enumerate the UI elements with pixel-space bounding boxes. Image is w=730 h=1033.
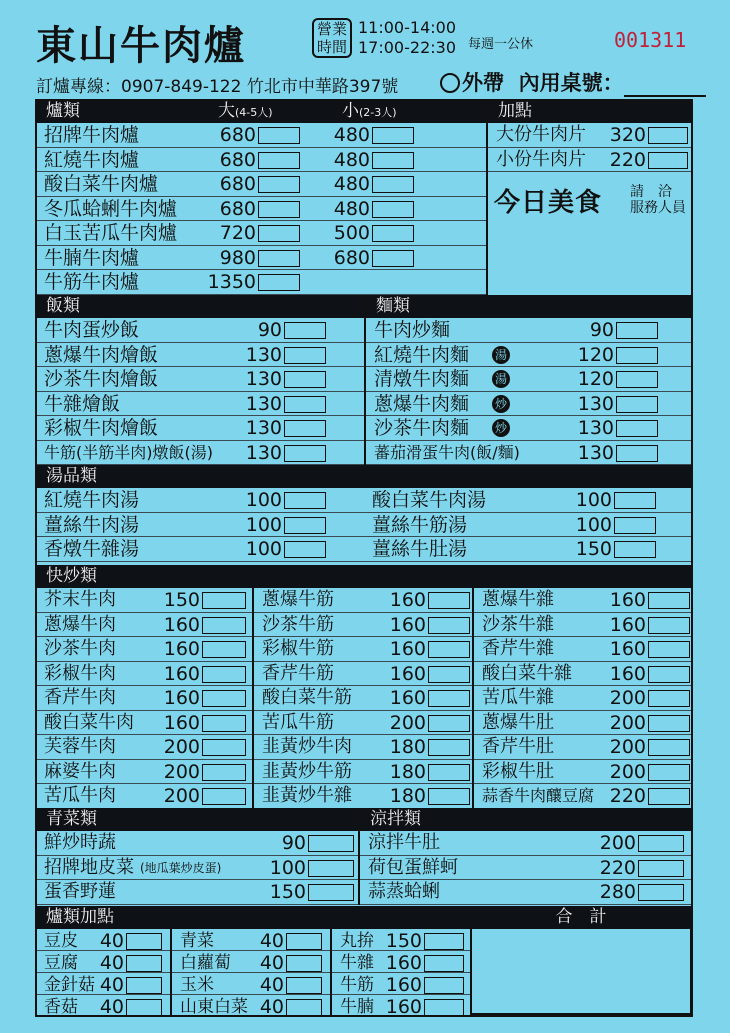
item-price: 130 bbox=[245, 392, 282, 415]
item-price: 680 bbox=[219, 197, 256, 220]
item-price: 100 bbox=[575, 489, 612, 511]
item-name: 牛筋牛肉爐 bbox=[44, 271, 140, 293]
item-price: 720 bbox=[219, 222, 256, 244]
item-price: 200 bbox=[389, 711, 426, 734]
addon-header: 加點 bbox=[488, 100, 692, 123]
item-name: 沙茶牛肉 bbox=[44, 638, 116, 659]
item-name: 香芹牛筋 bbox=[262, 662, 334, 684]
item-price: 500 bbox=[333, 222, 370, 244]
item-name: 大份牛肉片 bbox=[496, 124, 586, 145]
menu-frame bbox=[35, 99, 693, 1017]
item-price: 200 bbox=[609, 736, 646, 758]
item-price: 480 bbox=[333, 197, 370, 220]
item-price: 160 bbox=[609, 589, 646, 611]
item-name: 酸白菜牛雜 bbox=[482, 662, 572, 684]
item-price: 130 bbox=[245, 343, 282, 366]
item-name: 薑絲牛筋湯 bbox=[372, 513, 468, 536]
item-name: 牛肉炒麵 bbox=[374, 319, 451, 341]
rice-header: 飯類 bbox=[36, 295, 364, 318]
item-name: 苦瓜牛筋 bbox=[262, 711, 334, 733]
item-name: 韭黃炒牛肉 bbox=[262, 736, 352, 757]
item-tag: 湯 bbox=[492, 370, 510, 388]
item-name: 蔥爆牛筋 bbox=[262, 589, 334, 610]
item-name: 芥末牛肉 bbox=[44, 589, 116, 610]
item-tag: 湯 bbox=[492, 346, 510, 364]
item-name: 蒜香牛肉釀豆腐 bbox=[482, 786, 595, 805]
item-price: 160 bbox=[163, 711, 200, 734]
item-price: 180 bbox=[389, 736, 426, 758]
restaurant-title: 東山牛肉爐 bbox=[36, 23, 246, 69]
item-name: 苦瓜牛雜 bbox=[482, 687, 554, 708]
item-name: 牛雜 bbox=[340, 953, 374, 973]
item-name: 薑絲牛肉湯 bbox=[44, 513, 140, 536]
item-name: 蔥爆牛肉麵 bbox=[374, 392, 470, 415]
item-price: 150 bbox=[163, 589, 200, 611]
item-name: 沙茶牛筋 bbox=[262, 613, 334, 635]
item-name: 紅燒牛肉爐 bbox=[44, 148, 140, 171]
item-price: 160 bbox=[389, 613, 426, 636]
item-price: 90 bbox=[257, 319, 282, 341]
item-price: 160 bbox=[389, 638, 426, 660]
item-name: 牛腩 bbox=[340, 997, 374, 1017]
order-type: 外帶 內用桌號： bbox=[440, 67, 706, 97]
total-header: 合 計 bbox=[470, 906, 692, 929]
item-price: 90 bbox=[281, 832, 306, 854]
stirfry-header: 快炒類 bbox=[36, 565, 692, 588]
business-hours: 11:00-14:00 17:00-22:30 bbox=[358, 18, 456, 57]
item-name: 沙茶牛肉麵 bbox=[374, 417, 470, 439]
item-price: 40 bbox=[259, 952, 284, 974]
item-price: 40 bbox=[259, 930, 284, 952]
item-price: 130 bbox=[245, 417, 282, 439]
cold-header: 涼拌類 bbox=[360, 808, 692, 831]
closed-day: 每週一公休 bbox=[468, 37, 534, 52]
item-price: 1350 bbox=[207, 271, 256, 293]
item-price: 40 bbox=[99, 974, 124, 996]
item-name: 小份牛肉片 bbox=[496, 148, 586, 170]
item-price: 160 bbox=[389, 589, 426, 611]
item-name: 酸白菜牛肉爐 bbox=[44, 173, 159, 195]
item-price: 160 bbox=[385, 974, 422, 996]
item-name: 酸白菜牛肉 bbox=[44, 711, 134, 733]
item-price: 220 bbox=[599, 856, 636, 879]
item-name: 蔥爆牛雜 bbox=[482, 589, 554, 610]
item-price: 150 bbox=[385, 930, 422, 952]
item-price: 200 bbox=[163, 736, 200, 758]
item-price: 680 bbox=[219, 148, 256, 171]
item-name: 彩椒牛肉燴飯 bbox=[44, 417, 159, 439]
item-price: 100 bbox=[245, 513, 282, 536]
item-price: 100 bbox=[269, 856, 306, 879]
item-name: 玉米 bbox=[180, 975, 214, 995]
item-price: 680 bbox=[219, 124, 256, 146]
item-name: 彩椒牛筋 bbox=[262, 638, 334, 659]
item-name: 冬瓜蛤蜊牛肉爐 bbox=[44, 197, 178, 220]
item-name: 蔥爆牛肚 bbox=[482, 711, 554, 733]
item-name: 涼拌牛肚 bbox=[368, 832, 440, 853]
item-name: 蔥爆牛肉燴飯 bbox=[44, 343, 159, 366]
item-name: 酸白菜牛肉湯 bbox=[372, 489, 487, 511]
item-price: 220 bbox=[609, 148, 646, 171]
item-tag: 炒 bbox=[492, 395, 510, 413]
item-price: 200 bbox=[163, 785, 200, 807]
item-name: 蔥爆牛肉 bbox=[44, 613, 116, 635]
item-price: 160 bbox=[163, 662, 200, 685]
item-price: 40 bbox=[99, 996, 124, 1018]
item-price: 480 bbox=[333, 124, 370, 146]
item-price: 320 bbox=[609, 124, 646, 146]
item-price: 160 bbox=[385, 952, 422, 974]
item-price: 160 bbox=[163, 687, 200, 709]
item-price: 180 bbox=[389, 760, 426, 783]
item-name: 彩椒牛肉 bbox=[44, 662, 116, 684]
noodle-header: 麵類 bbox=[366, 295, 692, 318]
item-name: 蒜蒸蛤蜊 bbox=[368, 881, 440, 902]
item-price: 160 bbox=[389, 687, 426, 709]
item-price: 120 bbox=[577, 368, 614, 390]
item-name: 豆腐 bbox=[44, 953, 78, 973]
item-name: 苦瓜牛肉 bbox=[44, 785, 116, 806]
item-name: 彩椒牛肚 bbox=[482, 760, 554, 782]
item-name: 荷包蛋鮮蚵 bbox=[368, 856, 458, 878]
item-price: 100 bbox=[245, 489, 282, 511]
item-price: 220 bbox=[609, 785, 646, 807]
item-note: (地瓜葉炒皮蛋) bbox=[140, 860, 222, 875]
item-name: 丸拚 bbox=[340, 931, 374, 951]
item-price: 980 bbox=[219, 246, 256, 269]
item-name: 韭黃炒牛筋 bbox=[262, 760, 352, 782]
item-price: 130 bbox=[245, 441, 282, 464]
item-price: 160 bbox=[389, 662, 426, 685]
item-name: 白蘿蔔 bbox=[180, 953, 231, 973]
item-price: 40 bbox=[259, 996, 284, 1018]
item-name: 香芹牛肚 bbox=[482, 736, 554, 757]
item-name: 招牌牛肉爐 bbox=[44, 124, 140, 146]
item-price: 130 bbox=[577, 441, 614, 464]
item-price: 130 bbox=[245, 368, 282, 390]
table-number-field[interactable] bbox=[624, 77, 706, 97]
header bbox=[0, 0, 730, 100]
item-price: 100 bbox=[575, 513, 612, 536]
serial-number: 001311 bbox=[614, 28, 687, 52]
item-name: 沙茶牛肉燴飯 bbox=[44, 368, 159, 390]
soup-header: 湯品類 bbox=[36, 465, 692, 488]
item-name: 招牌地皮菜 bbox=[44, 856, 134, 878]
item-price: 120 bbox=[577, 343, 614, 366]
item-name: 香菇 bbox=[44, 997, 78, 1017]
item-name: 麻婆牛肉 bbox=[44, 760, 116, 782]
item-name: 紅燒牛肉湯 bbox=[44, 489, 140, 511]
item-price: 150 bbox=[575, 538, 612, 560]
item-price: 160 bbox=[609, 662, 646, 685]
item-name: 牛筋 bbox=[340, 975, 374, 995]
item-name: 蛋香野蓮 bbox=[44, 881, 116, 902]
item-name: 香燉牛雜湯 bbox=[44, 538, 140, 560]
item-name: 香芹牛肉 bbox=[44, 687, 116, 708]
item-price: 150 bbox=[269, 881, 306, 903]
item-price: 480 bbox=[333, 148, 370, 171]
item-name: 山東白菜 bbox=[180, 997, 248, 1017]
hours-label: 營業時間 bbox=[312, 18, 352, 58]
item-name: 清燉牛肉麵 bbox=[374, 368, 470, 390]
item-price: 160 bbox=[609, 638, 646, 660]
today-special: 今日美食 bbox=[494, 188, 603, 218]
item-name: 薑絲牛肚湯 bbox=[372, 538, 468, 560]
item-price: 200 bbox=[609, 711, 646, 734]
item-name: 牛肉蛋炒飯 bbox=[44, 319, 140, 341]
veg-header: 青菜類 bbox=[36, 808, 358, 831]
item-name: 牛筋(半筋半肉)燉飯(湯) bbox=[44, 442, 213, 462]
item-tag: 炒 bbox=[492, 419, 510, 437]
item-name: 白玉苦瓜牛肉爐 bbox=[44, 222, 178, 244]
phone-address: 訂爐專線：0907-849-122 竹北市中華路397號 bbox=[36, 77, 399, 97]
item-name: 紅燒牛肉麵 bbox=[374, 343, 470, 366]
potadd-header: 爐類加點 bbox=[36, 906, 470, 929]
item-name: 金針菇 bbox=[44, 975, 95, 995]
item-price: 680 bbox=[333, 246, 370, 269]
takeout-checkbox[interactable] bbox=[440, 73, 460, 93]
item-price: 200 bbox=[609, 687, 646, 709]
item-price: 130 bbox=[577, 392, 614, 415]
item-name: 芙蓉牛肉 bbox=[44, 736, 116, 757]
item-price: 160 bbox=[163, 638, 200, 660]
item-price: 180 bbox=[389, 785, 426, 807]
item-price: 130 bbox=[577, 417, 614, 439]
item-name: 香芹牛雜 bbox=[482, 638, 554, 659]
item-name: 蕃茄滑蛋牛肉(飯/麵) bbox=[374, 442, 520, 462]
item-name: 鮮炒時蔬 bbox=[44, 832, 116, 853]
item-price: 160 bbox=[163, 613, 200, 636]
item-price: 90 bbox=[589, 319, 614, 341]
item-price: 200 bbox=[599, 832, 636, 854]
item-price: 160 bbox=[609, 613, 646, 636]
item-name: 青菜 bbox=[180, 931, 214, 951]
item-name: 沙茶牛雜 bbox=[482, 613, 554, 635]
item-price: 40 bbox=[99, 930, 124, 952]
item-price: 40 bbox=[259, 974, 284, 996]
item-price: 680 bbox=[219, 173, 256, 195]
item-price: 200 bbox=[609, 760, 646, 783]
item-name: 牛雜燴飯 bbox=[44, 392, 121, 415]
item-name: 牛腩牛肉爐 bbox=[44, 246, 140, 269]
hotpot-header: 爐類 大(4-5人) 小(2-3人) bbox=[36, 100, 486, 123]
item-price: 40 bbox=[99, 952, 124, 974]
col-large-label: 大(4-5人) bbox=[218, 101, 273, 121]
item-price: 480 bbox=[333, 173, 370, 195]
col-small-label: 小(2-3人) bbox=[342, 101, 397, 121]
item-name: 豆皮 bbox=[44, 931, 78, 951]
item-name: 韭黃炒牛雜 bbox=[262, 785, 352, 806]
item-price: 280 bbox=[599, 881, 636, 903]
ask-staff: 請 洽 服務人員 bbox=[630, 184, 686, 216]
item-price: 100 bbox=[245, 538, 282, 560]
item-price: 160 bbox=[385, 996, 422, 1018]
item-name: 酸白菜牛筋 bbox=[262, 687, 352, 708]
item-price: 200 bbox=[163, 760, 200, 783]
